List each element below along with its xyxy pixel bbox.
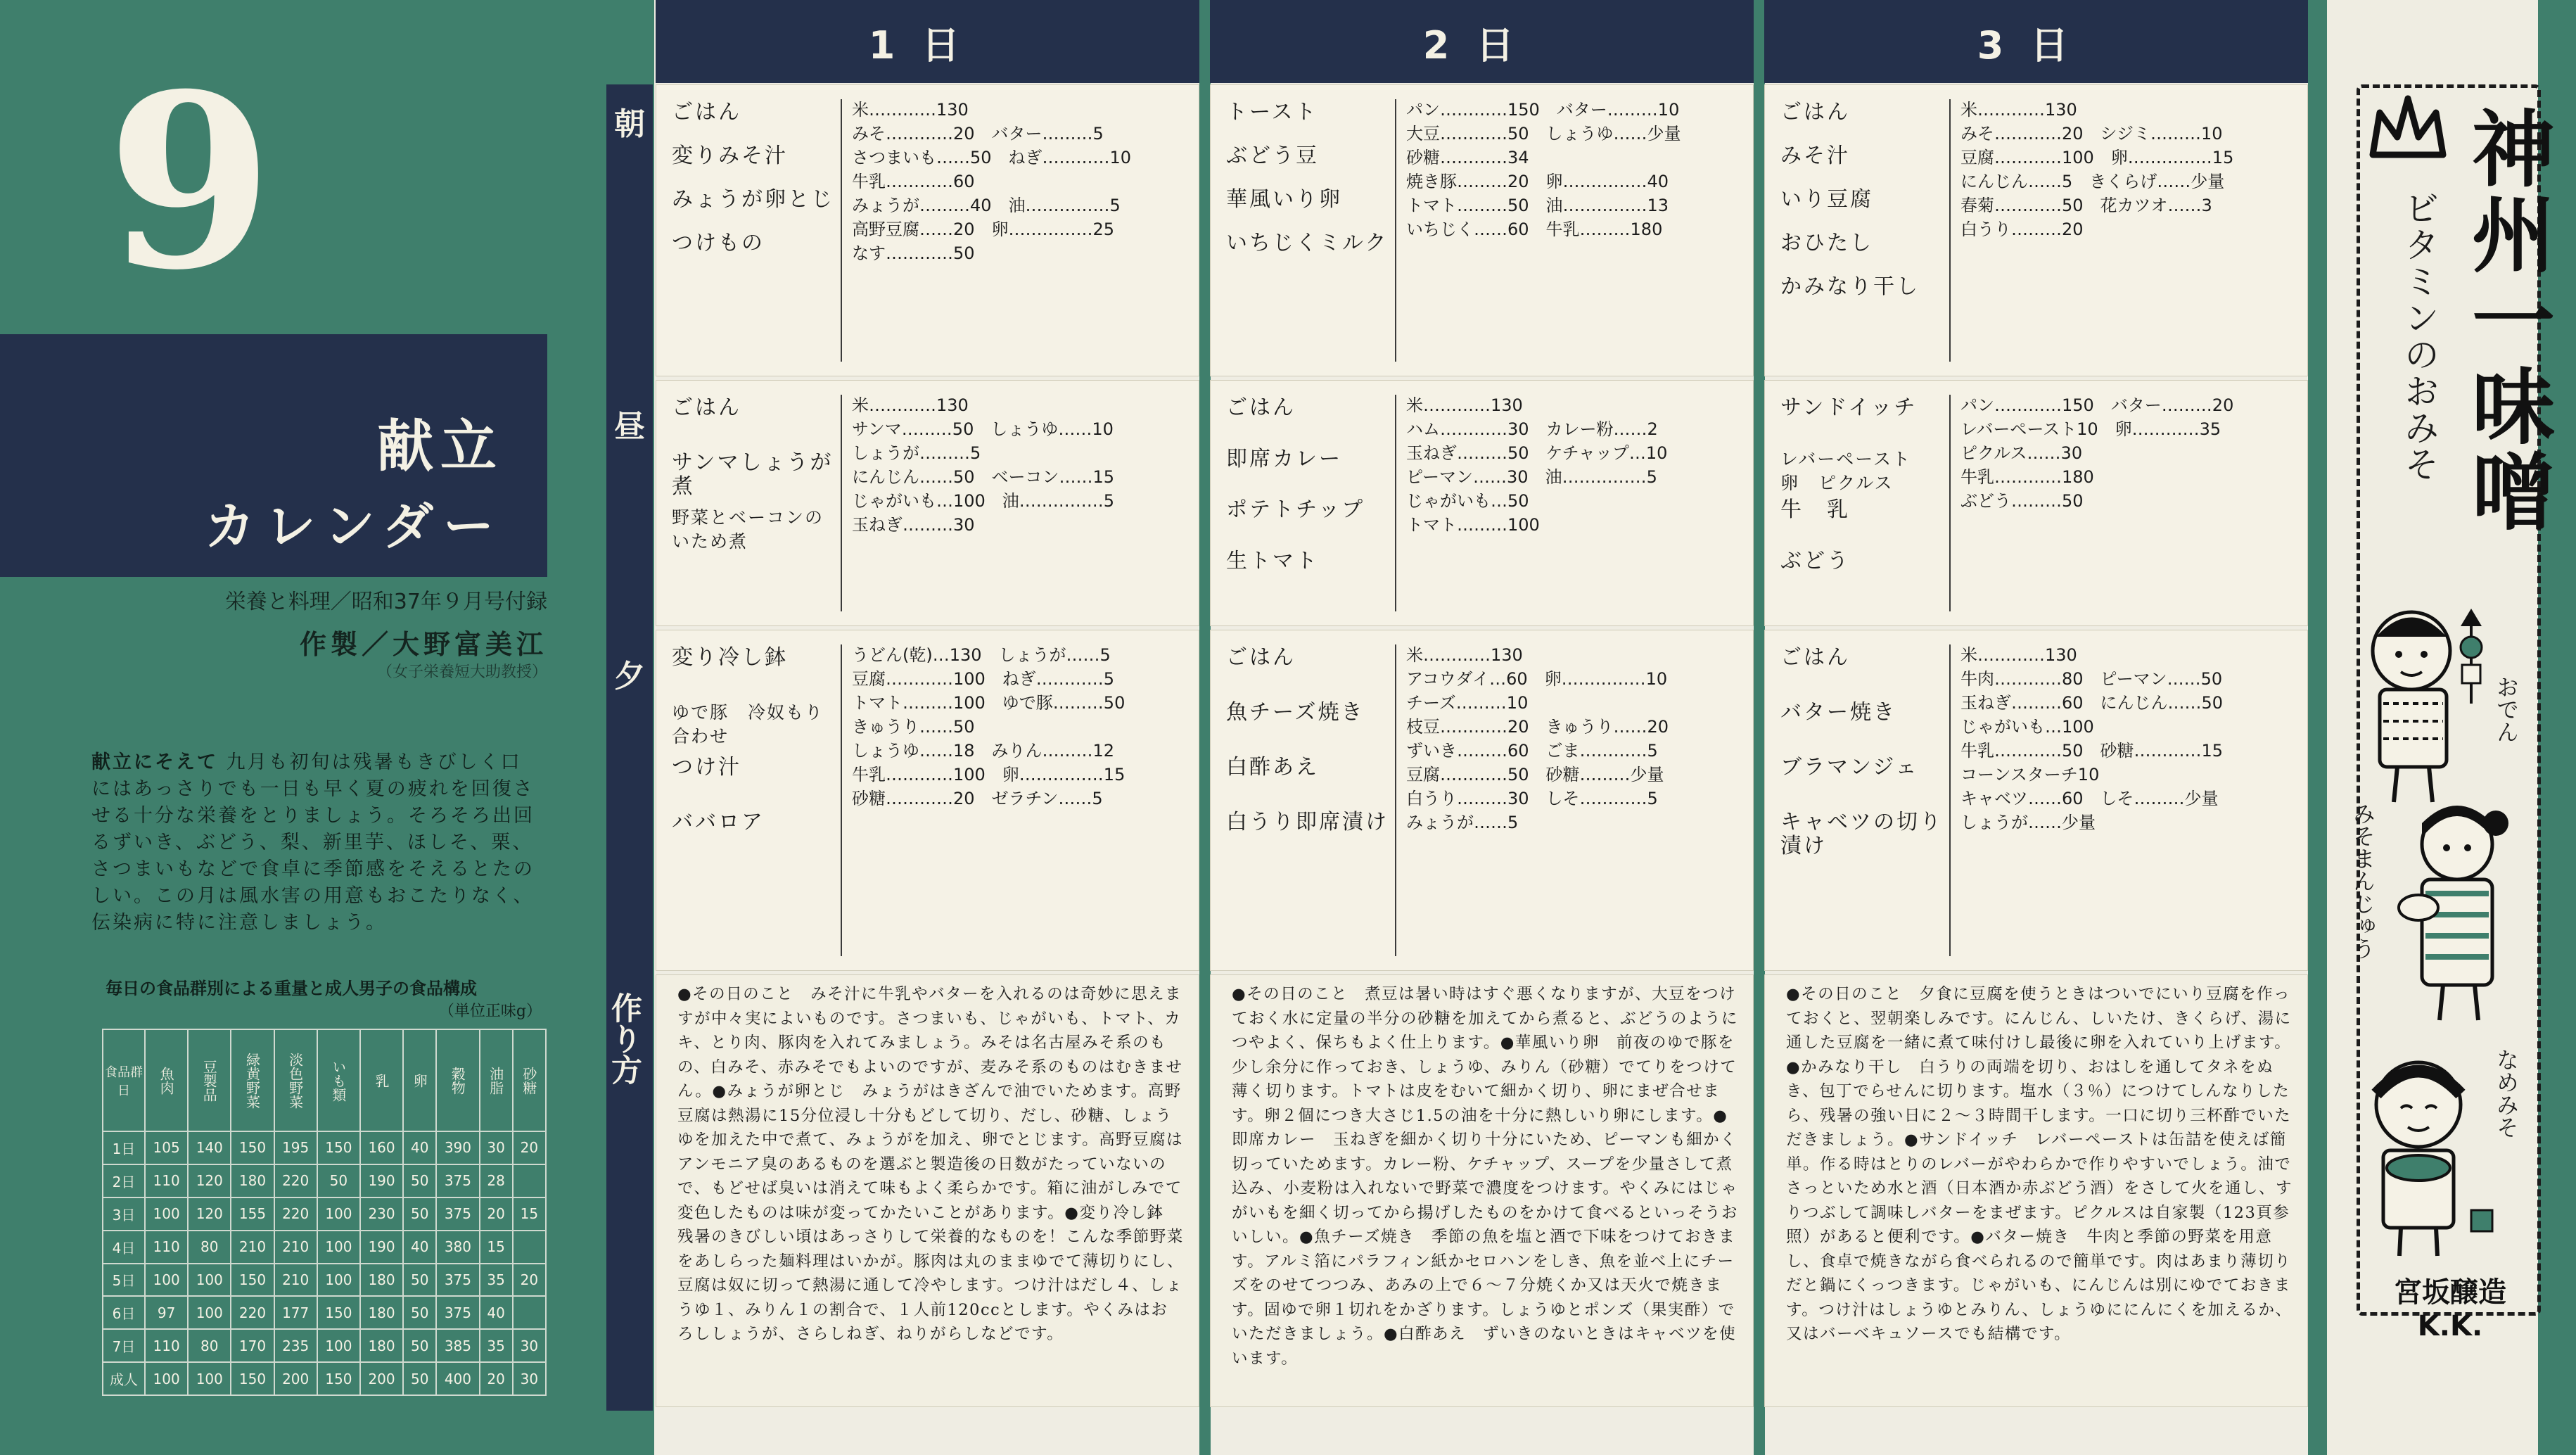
table-cell: 20 (513, 1264, 546, 1297)
day-column-2 (1210, 0, 1754, 1455)
table-cell: 150 (317, 1131, 360, 1164)
table-cell: 50 (403, 1362, 436, 1395)
ad-label-namemiso: なめみそ (2493, 1048, 2520, 1138)
method-text: ●その日のこと 夕食に豆腐を使うときはついでにいり豆腐を作っておくと、翌朝楽しみです。にんじん、しいたけ、きくらげ、湯に通した豆腐を一緒に煮て味付けし最後に卵を入れていり上げます。●かみなり干し 白うりの両端を切り、おはしを通してタネをぬき、包丁でらせんに切ります。塩水（３％）につけてしんなりしたら、残暑の強い日に２〜３時間干します。一口に切り三杯酢でいただきましょう。●サンドイッチ レバーペーストは缶詰を使えば簡単。作る時はとりのレバーがやわらかで作りやすいでしょう。油でさっといため水と酒（日本酒か赤ぶどう酒）をさして火を通し、すりつぶして調味しバターをまぜます。ピクルスは自家製（123頁参照）があると便利です。●バター焼き 牛肉と季節の野菜を用意し、食卓で焼きながら食べられるので簡単です。肉はあまり薄切りだと鍋にくっつきます。じゃがいも、にんじんは別にゆでておきます。つけ汁はしょうゆとみりん、しょうゆににんにくを加えるか、又はバーベキュソースでも結構です。 (1786, 985, 2293, 1343)
dish-name: ごはん (1226, 395, 1296, 420)
dish-name: サンドイッチ (1780, 395, 1918, 420)
ingredient-line: キャベツ……60 しそ………少量 (1960, 789, 2219, 808)
table-cell: 40 (403, 1231, 436, 1264)
meal-divider (1395, 395, 1396, 611)
dish-name: トースト (1226, 100, 1318, 125)
ingredient-line: うどん(乾)…130 しょうが……5 (852, 645, 1111, 665)
ingredient-line: トマト………100 ゆで豚………50 (852, 693, 1126, 713)
table-cell: 150 (231, 1131, 274, 1164)
dish-name: 白うり即席漬け (1226, 810, 1389, 834)
table-row (103, 1329, 546, 1362)
dish-name: ぶどう (1780, 548, 1850, 573)
ingredient-line: しょうが……少量 (1960, 813, 2096, 832)
ingredient-line: パン…………150 バター………20 (1960, 395, 2234, 415)
month-number: 9 (106, 42, 274, 323)
table-row-label: 2日 (103, 1164, 145, 1197)
ingredient-line: ピクルス……30 (1960, 443, 2083, 463)
meal-label-breakfast: 朝 (614, 106, 645, 142)
food-table-corner: 食品群 日 (103, 1029, 145, 1131)
left-panel (0, 0, 654, 1455)
table-cell: 110 (145, 1164, 188, 1197)
table-cell: 160 (360, 1131, 403, 1164)
food-table (102, 1029, 547, 1396)
table-cell: 100 (317, 1197, 360, 1231)
table-cell: 100 (188, 1264, 231, 1297)
ingredient-line: 砂糖…………20 ゼラチン……5 (852, 789, 1103, 808)
dish-name: 華風いり卵 (1226, 187, 1342, 212)
table-row (103, 1296, 546, 1329)
table-cell (513, 1164, 546, 1197)
method-text: ●その日のこと みそ汁に牛乳やバターを入れるのは奇妙に思えますが中々実によいものです。さつまいも、じゃがいも、トマト、カキ、とり肉、豚肉を入れてみましょう。みそは名古屋みそ系のもの、白みそ、赤みそでもよいのですが、麦みそ系のものはむきません。●みょうが卵とじ みょうがはきざんで油でいためます。高野豆腐は熱湯に15分位浸し十分もどして切り、だし、砂糖、しょうゆを加えた中で煮て、みょうがを加え、卵でとじます。高野豆腐はアンモニア臭のあるものを選ぶと製造後の日数がたっていないので、もどせば臭いは消えて味もよく柔らかです。箱に油がしみでて変色したものは味が変ってかたいことがあります。●変り冷し鉢 残暑のきびしい頃はあっさりして栄養的なものを！こんな季節野菜をあしらった麺料理はいかが。豚肉は丸のままゆでて薄切りにし、豆腐は奴に切って熱湯に通して冷やします。つけ汁はだし４、しょうゆ１、みりん１の割合で、１人前120ccとします。やくみはおろししょうが、さらしねぎ、ねりがらしなどです。 (677, 985, 1185, 1343)
table-cell: 375 (436, 1164, 479, 1197)
meal-label-method: 作り方 (606, 992, 642, 1085)
table-cell: 20 (480, 1197, 513, 1231)
table-cell: 97 (145, 1296, 188, 1329)
ingredient-line: みょうが……5 (1406, 813, 1519, 832)
table-cell: 30 (513, 1362, 546, 1395)
meal-block-dinner (1764, 630, 2308, 971)
ingredient-line: 枝豆…………20 きゅうり……20 (1406, 717, 1669, 737)
ingredient-line: 牛乳…………180 (1960, 467, 2094, 487)
day-header: 2日 (1210, 0, 1754, 83)
table-cell: 28 (480, 1164, 513, 1197)
ingredient-line: みそ…………20 シジミ………10 (1960, 124, 2223, 144)
table-row-label: 1日 (103, 1131, 145, 1164)
table-cell: 35 (480, 1264, 513, 1297)
dish-name: 即席カレー (1226, 446, 1342, 471)
ingredient-line: 豆腐…………50 砂糖………少量 (1406, 765, 1664, 784)
dish-name: ポテトチップ (1226, 497, 1365, 522)
meal-divider (1949, 99, 1951, 362)
ingredient-line: 白うり………20 (1960, 220, 2084, 239)
table-cell: 170 (231, 1329, 274, 1362)
table-row (103, 1264, 546, 1297)
day-column-3 (1764, 0, 2308, 1455)
meal-label-lunch: 昼 (614, 409, 645, 445)
food-table-column-header: 油脂 (480, 1029, 513, 1131)
table-cell: 180 (360, 1329, 403, 1362)
ad-column (2314, 0, 2576, 1455)
dish-name: おひたし (1780, 231, 1873, 255)
dish-name: バター焼き (1780, 700, 1896, 725)
column-separator (1754, 0, 1765, 1455)
table-cell: 80 (188, 1231, 231, 1264)
table-row-label: 7日 (103, 1329, 145, 1362)
table-cell: 180 (231, 1164, 274, 1197)
table-cell: 210 (274, 1264, 317, 1297)
oden-boy-illustration-icon (2355, 598, 2496, 809)
food-table-column-header: 緑黄野菜 (231, 1029, 274, 1131)
table-cell: 150 (317, 1296, 360, 1329)
ingredient-line: 白うり………30 しそ…………5 (1406, 789, 1658, 808)
food-table-column-header: 淡色野菜 (274, 1029, 317, 1131)
ingredient-line: いちじく……60 牛乳………180 (1406, 220, 1663, 239)
table-cell: 200 (360, 1362, 403, 1395)
table-row (103, 1231, 546, 1264)
table-cell: 140 (188, 1131, 231, 1164)
table-cell: 105 (145, 1131, 188, 1164)
dish-name: 白酢あえ (1226, 755, 1319, 780)
table-cell: 195 (274, 1131, 317, 1164)
dish-name: ぶどう豆 (1226, 144, 1319, 168)
table-row (103, 1164, 546, 1197)
ingredient-line: 春菊…………50 花カツオ……3 (1960, 196, 2212, 215)
dish-name: ごはん (1780, 645, 1850, 670)
food-table-column-header: 卵 (403, 1029, 436, 1131)
table-row-label: 4日 (103, 1231, 145, 1264)
table-cell: 50 (403, 1164, 436, 1197)
table-cell: 50 (403, 1197, 436, 1231)
table-cell: 80 (188, 1329, 231, 1362)
ingredient-line: サンマ………50 しょうゆ……10 (852, 419, 1114, 439)
author-credit: 作製／大野富美江 (299, 629, 547, 660)
table-cell: 220 (274, 1197, 317, 1231)
table-cell: 220 (274, 1164, 317, 1197)
table-row (103, 1131, 546, 1164)
meal-block-lunch (1210, 380, 1754, 626)
meal-divider (1949, 395, 1951, 611)
ingredient-line: しょうが………5 (852, 443, 981, 463)
food-table-title: 毎日の食品群別による重量と成人男子の食品構成 (106, 979, 477, 998)
ingredient-line: じゃがいも…100 (1960, 717, 2094, 737)
dish-name: 牛 乳 (1780, 497, 1850, 522)
table-row (103, 1362, 546, 1395)
dish-name: ごはん (1780, 100, 1850, 125)
method-block (656, 974, 1199, 1407)
ingredient-line: 米…………130 (852, 100, 969, 120)
table-cell: 50 (403, 1264, 436, 1297)
table-cell: 50 (317, 1164, 360, 1197)
ingredient-line: 豆腐…………100 卵……………15 (1960, 148, 2234, 167)
ad-label-oden: おでん (2493, 675, 2520, 743)
table-row-label: 5日 (103, 1264, 145, 1297)
page-title-line2: カレンダー (204, 497, 504, 556)
table-cell: 150 (231, 1264, 274, 1297)
table-cell: 20 (513, 1131, 546, 1164)
ingredient-line: ぶどう………50 (1960, 491, 2084, 511)
table-cell: 155 (231, 1197, 274, 1231)
column-separator (1199, 0, 1211, 1455)
dish-name: ブラマンジェ (1780, 755, 1919, 780)
table-cell: 35 (480, 1329, 513, 1362)
table-cell: 100 (317, 1329, 360, 1362)
ingredient-line: 米…………130 (1406, 645, 1523, 665)
table-cell: 200 (274, 1362, 317, 1395)
day-header: 3日 (1764, 0, 2308, 83)
dish-name: 生トマト (1226, 548, 1319, 573)
ad-panel (2327, 0, 2555, 1455)
ingredient-line: 米…………130 (1960, 645, 2077, 665)
dish-name: みょうが卵とじ (672, 187, 834, 212)
meal-block-dinner (1210, 630, 1754, 971)
dish-name: キャベツの切り漬け (1780, 810, 1943, 858)
ingredient-line: じゃがいも…100 油……………5 (852, 491, 1115, 511)
table-cell: 30 (513, 1329, 546, 1362)
table-cell: 210 (274, 1231, 317, 1264)
method-block (1210, 974, 1754, 1407)
ingredient-line: 玉ねぎ………60 にんじん……50 (1960, 693, 2224, 713)
meal-block-lunch (656, 380, 1199, 626)
table-cell: 110 (145, 1329, 188, 1362)
ingredient-line: 焼き豚………20 卵……………40 (1406, 172, 1669, 191)
table-cell: 120 (188, 1197, 231, 1231)
table-cell: 375 (436, 1296, 479, 1329)
ingredient-line: 牛乳…………100 卵……………15 (852, 765, 1126, 784)
ingredient-line: 豆腐…………100 ねぎ…………5 (852, 669, 1115, 689)
table-cell: 400 (436, 1362, 479, 1395)
namemiso-boy-illustration-icon (2359, 1048, 2499, 1259)
ingredient-line: にんじん……50 ベーコン……15 (852, 467, 1115, 487)
ingredient-line: 玉ねぎ………50 ケチャップ…10 (1406, 443, 1668, 463)
table-cell: 390 (436, 1131, 479, 1164)
dish-name: ごはん (672, 100, 741, 125)
ingredient-line: アコウダイ…60 卵……………10 (1406, 669, 1668, 689)
ingredient-line: さつまいも……50 ねぎ…………10 (852, 148, 1132, 167)
dish-name: 野菜とベーコンのいため煮 (672, 507, 824, 552)
ingredient-line: 米…………130 (1406, 395, 1523, 415)
dish-name: いちじくミルク (1226, 231, 1389, 255)
food-table-unit: （単位正味g） (438, 1003, 542, 1020)
intro-text (91, 749, 542, 936)
food-table-column-header: いも類 (317, 1029, 360, 1131)
food-table-column-header: 穀物 (436, 1029, 479, 1131)
dish-name: ごはん (1226, 645, 1296, 670)
dish-name: ババロア (672, 810, 765, 834)
table-cell: 385 (436, 1329, 479, 1362)
ad-company: 宮坂醸造K.K. (2394, 1276, 2506, 1342)
dish-name: つけもの (672, 231, 765, 255)
ingredient-line: ずいき………60 ごま…………5 (1406, 741, 1658, 761)
meal-divider (841, 644, 842, 956)
ingredient-line: 砂糖…………34 (1406, 148, 1529, 167)
ingredient-line: みそ…………20 バター………5 (852, 124, 1104, 144)
ingredient-line: 米…………130 (852, 395, 969, 415)
ingredient-line: パン…………150 バター………10 (1406, 100, 1680, 120)
ad-brand: 神州一味噌 (2458, 106, 2555, 535)
dish-name: ゆで豚 冷奴もり合わせ (672, 702, 824, 746)
food-table-column-header: 砂糖 (513, 1029, 546, 1131)
table-cell: 30 (480, 1131, 513, 1164)
table-cell: 230 (360, 1197, 403, 1231)
table-cell: 50 (403, 1329, 436, 1362)
table-cell: 15 (513, 1197, 546, 1231)
table-cell: 100 (145, 1197, 188, 1231)
meal-divider (1949, 644, 1951, 956)
ingredient-line: 高野豆腐……20 卵……………25 (852, 220, 1115, 239)
meal-block-breakfast (656, 84, 1199, 376)
ingredient-line: 大豆…………50 しょうゆ……少量 (1406, 124, 1681, 144)
dish-name: レバーペースト 卵 ピクルス (1780, 448, 1931, 493)
intro-heading: 献立にそえて (91, 751, 218, 773)
table-cell: 100 (188, 1296, 231, 1329)
table-cell: 100 (317, 1231, 360, 1264)
dish-name: みそ汁 (1780, 144, 1850, 168)
table-row-label: 3日 (103, 1197, 145, 1231)
dish-name: 変り冷し鉢 (672, 645, 788, 670)
ingredient-line: 牛肉…………80 ピーマン……50 (1960, 669, 2223, 689)
ingredient-line: なす…………50 (852, 243, 975, 263)
table-cell: 210 (231, 1231, 274, 1264)
table-cell: 380 (436, 1231, 479, 1264)
dish-name: 変りみそ汁 (672, 144, 788, 168)
meal-block-dinner (656, 630, 1199, 971)
ingredient-line: しょうゆ……18 みりん………12 (852, 741, 1115, 761)
dish-name: サンマしょうが煮 (672, 450, 834, 499)
table-cell: 100 (145, 1362, 188, 1395)
method-text: ●その日のこと 煮豆は暑い時はすぐ悪くなりますが、大豆をつけておく水に定量の半分の砂糖を加えてから煮ると、ぶどうのようにつやよく、保ちもよく仕上ります。●華風いり卵 前夜のゆで豚を少し余分に作っておき、しょうゆ、みりん（砂糖）でてりをつけて薄く切ります。トマトは皮をむいて細かく切り、卵にまぜ合せます。卵２個につき大さじ1.5の油を十分に熱しいり卵にします。●即席カレー 玉ねぎを細かく切り十分にいため、ピーマンも細かく切っていためます。カレー粉、ケチャップ、スープを少量さして煮込み、小麦粉は入れないで野菜で濃度をつけます。やくみにはじゃがいもを細く切ってから揚げしたものをかけて食べるといっそうおいしい。●魚チーズ焼き 季節の魚を塩と酒で下味をつけておきます。アルミ箔にパラフィン紙かセロハンをしき、魚を並べ上にチーズをのせてつつみ、あみの上で６〜７分焼くか又は天火で焼きます。固ゆで卵１切れをかざります。しょうゆとポンズ（果実酢）でいただきましょう。●白酢あえ ずいきのないときはキャベツを使います。 (1232, 985, 1739, 1368)
brand-mark-icon (2366, 84, 2450, 162)
ingredient-line: ピーマン……30 油……………5 (1406, 467, 1657, 487)
day-column-1 (656, 0, 1199, 1455)
author-role: （女子栄養短大助教授） (376, 663, 547, 681)
title-box (0, 334, 547, 577)
table-cell: 100 (317, 1264, 360, 1297)
table-cell: 150 (317, 1362, 360, 1395)
meal-block-lunch (1764, 380, 2308, 626)
meal-label-dinner: 夕 (614, 659, 645, 694)
table-cell: 375 (436, 1197, 479, 1231)
manju-girl-illustration-icon (2390, 795, 2517, 1027)
ingredient-line: じゃがいも…50 (1406, 491, 1529, 511)
table-cell: 40 (403, 1131, 436, 1164)
intro-body: 九月も初旬は残暑もきびしく口にはあっさりでも一日も早く夏の疲れを回復させる十分な栄養をとりましょう。そろそろ出回るずいき、ぶどう、梨、新里芋、ほしそ、栗、さつまいもなどで食卓に季節感をそえるとたのしい。この月は風水害の用意もおこたりなく、伝染病に特に注意しましょう。 (91, 751, 535, 934)
ingredient-line: ハム…………30 カレー粉……2 (1406, 419, 1658, 439)
ingredient-line: 牛乳…………50 砂糖…………15 (1960, 741, 2224, 761)
table-cell: 190 (360, 1231, 403, 1264)
ingredient-line: チーズ………10 (1406, 693, 1529, 713)
ingredient-line: みょうが………40 油……………5 (852, 196, 1121, 215)
table-cell: 375 (436, 1264, 479, 1297)
table-cell: 100 (188, 1362, 231, 1395)
table-cell: 120 (188, 1164, 231, 1197)
page-title-line1: 献立 (377, 414, 504, 479)
day-header: 1日 (656, 0, 1199, 83)
table-row-label: 6日 (103, 1296, 145, 1329)
ingredient-line: 玉ねぎ………30 (852, 515, 975, 535)
meal-divider (841, 99, 842, 362)
meal-block-breakfast (1764, 84, 2308, 376)
table-cell: 177 (274, 1296, 317, 1329)
ingredient-line: きゅうり……50 (852, 717, 975, 737)
food-table-column-header: 豆製品 (188, 1029, 231, 1131)
table-cell: 50 (403, 1296, 436, 1329)
dish-name: いり豆腐 (1780, 187, 1873, 212)
table-cell: 15 (480, 1231, 513, 1264)
table-cell: 190 (360, 1164, 403, 1197)
ingredient-line: コーンスターチ10 (1960, 765, 2100, 784)
table-cell (513, 1296, 546, 1329)
table-cell: 100 (145, 1264, 188, 1297)
ingredient-line: 牛乳…………60 (852, 172, 975, 191)
table-cell: 150 (231, 1362, 274, 1395)
meal-divider (841, 395, 842, 611)
ingredient-line: トマト………100 (1406, 515, 1540, 535)
ingredient-line: 米…………130 (1960, 100, 2077, 120)
table-cell (513, 1231, 546, 1264)
dish-name: かみなり干し (1780, 274, 1920, 299)
table-row-label: 成人 (103, 1362, 145, 1395)
dish-name: つけ汁 (672, 755, 741, 780)
table-cell: 20 (480, 1362, 513, 1395)
ingredient-line: レバーペースト10 卵…………35 (1960, 419, 2221, 439)
table-cell: 220 (231, 1296, 274, 1329)
table-row (103, 1197, 546, 1231)
ingredient-line: トマト………50 油……………13 (1406, 196, 1669, 215)
dish-name: ごはん (672, 395, 741, 420)
meal-divider (1395, 644, 1396, 956)
food-table-column-header: 乳 (360, 1029, 403, 1131)
source-credit: 栄養と料理／昭和37年９月号付録 (224, 590, 547, 614)
meal-block-breakfast (1210, 84, 1754, 376)
food-table-column-header: 魚肉 (145, 1029, 188, 1131)
dish-name: 魚チーズ焼き (1226, 700, 1365, 725)
meal-strip (606, 84, 653, 1411)
meal-divider (1395, 99, 1396, 362)
table-cell: 180 (360, 1264, 403, 1297)
ad-label-manju: みそまんじゅう (2349, 802, 2376, 960)
table-cell: 110 (145, 1231, 188, 1264)
table-cell: 235 (274, 1329, 317, 1362)
table-cell: 40 (480, 1296, 513, 1329)
ingredient-line: にんじん……5 きくらげ……少量 (1960, 172, 2225, 191)
ad-tagline: ビタミンのおみそ (2399, 190, 2440, 483)
method-block (1764, 974, 2308, 1407)
table-cell: 180 (360, 1296, 403, 1329)
